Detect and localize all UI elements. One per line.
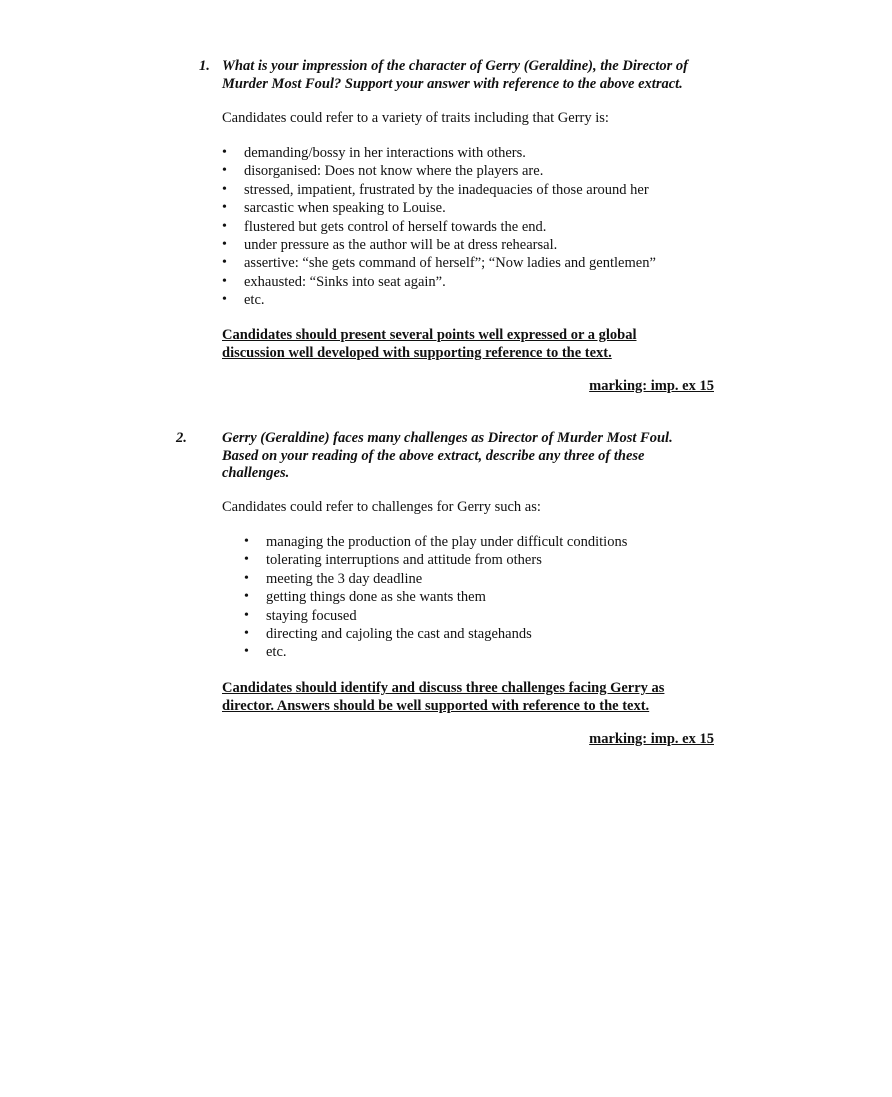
question-2-marking: marking: imp. ex 15 (589, 731, 714, 747)
question-2-number: 2. (176, 430, 187, 446)
bullet-icon: • (244, 625, 249, 641)
bullet-icon: • (222, 273, 227, 289)
question-1-bullet-text: demanding/bossy in her interactions with others. (244, 145, 526, 161)
question-1-intro: Candidates could refer to a variety of traits including that Gerry is: (222, 110, 609, 126)
question-2-bullet-text: staying focused (266, 607, 357, 624)
question-1-bullet-text: flustered but gets control of herself towards the end. (244, 218, 547, 235)
question-2-intro: Candidates could refer to challenges for Gerry such as: (222, 499, 541, 515)
question-1-bullet-text: stressed, impatient, frustrated by the inadequacies of those around her (244, 181, 649, 198)
bullet-icon: • (244, 644, 249, 660)
question-1-bullet-text: sarcastic when speaking to Louise. (244, 200, 446, 217)
bullet-icon: • (222, 255, 227, 271)
question-2-guidance (222, 680, 664, 715)
question-1-bullet-text: assertive: “she gets command of herself”; “Now ladies and gentlemen” (244, 255, 656, 272)
bullet-icon: • (244, 570, 249, 586)
question-1-guidance-line-1: Candidates should present several points well expressed or a global (222, 327, 637, 343)
bullet-icon: • (222, 292, 227, 308)
bullet-icon: • (222, 181, 227, 197)
question-2-line-3: challenges. (222, 465, 290, 481)
question-2-line-1: Gerry (Geraldine) faces many challenges as Director of Murder Most Foul. (222, 430, 673, 446)
question-1-line-1: What is your impression of the character of Gerry (Geraldine), the Director of (222, 58, 688, 74)
question-2-line-2: Based on your reading of the above extract, describe any three of these (222, 447, 645, 464)
question-1-line-2: Murder Most Foul? Support your answer with reference to the above extract. (222, 75, 683, 92)
question-2-bullet-text: tolerating interruptions and attitude from others (266, 552, 542, 569)
bullet-icon: • (222, 218, 227, 234)
bullet-icon: • (222, 236, 227, 252)
question-1-guidance-line-2: discussion well developed with supporting reference to the text. (222, 344, 612, 361)
question-2-bullet-text: directing and cajoling the cast and stagehands (266, 625, 532, 642)
question-1-marking: marking: imp. ex 15 (589, 378, 714, 394)
question-2-bullet-text: meeting the 3 day deadline (266, 570, 423, 587)
bullet-icon: • (222, 200, 227, 216)
bullet-icon: • (222, 163, 227, 179)
question-1-text (222, 58, 742, 93)
question-2-bullet-text: etc. (266, 644, 287, 661)
bullet-icon: • (222, 145, 227, 160)
question-1-bullet-text: disorganised: Does not know where the players are. (244, 163, 544, 180)
question-1-number: 1. (199, 58, 210, 74)
question-1-bullet-text: under pressure as the author will be at dress rehearsal. (244, 236, 558, 253)
question-1-bullet-text: etc. (244, 292, 265, 309)
question-1-guidance (222, 327, 637, 362)
question-2-guidance-line-2: director. Answers should be well supported with reference to the text. (222, 697, 650, 714)
question-2-bullet-text: getting things done as she wants them (266, 589, 486, 606)
bullet-icon: • (244, 607, 249, 623)
bullet-icon: • (244, 589, 249, 605)
question-1-bullet-text: exhausted: “Sinks into seat again”. (244, 273, 446, 290)
question-2-text (222, 430, 742, 483)
bullet-icon: • (244, 552, 249, 568)
bullet-icon: • (244, 534, 249, 549)
question-2-bullet-text: managing the production of the play under difficult conditions (266, 534, 628, 550)
question-2-guidance-line-1: Candidates should identify and discuss three challenges facing Gerry as (222, 680, 665, 696)
